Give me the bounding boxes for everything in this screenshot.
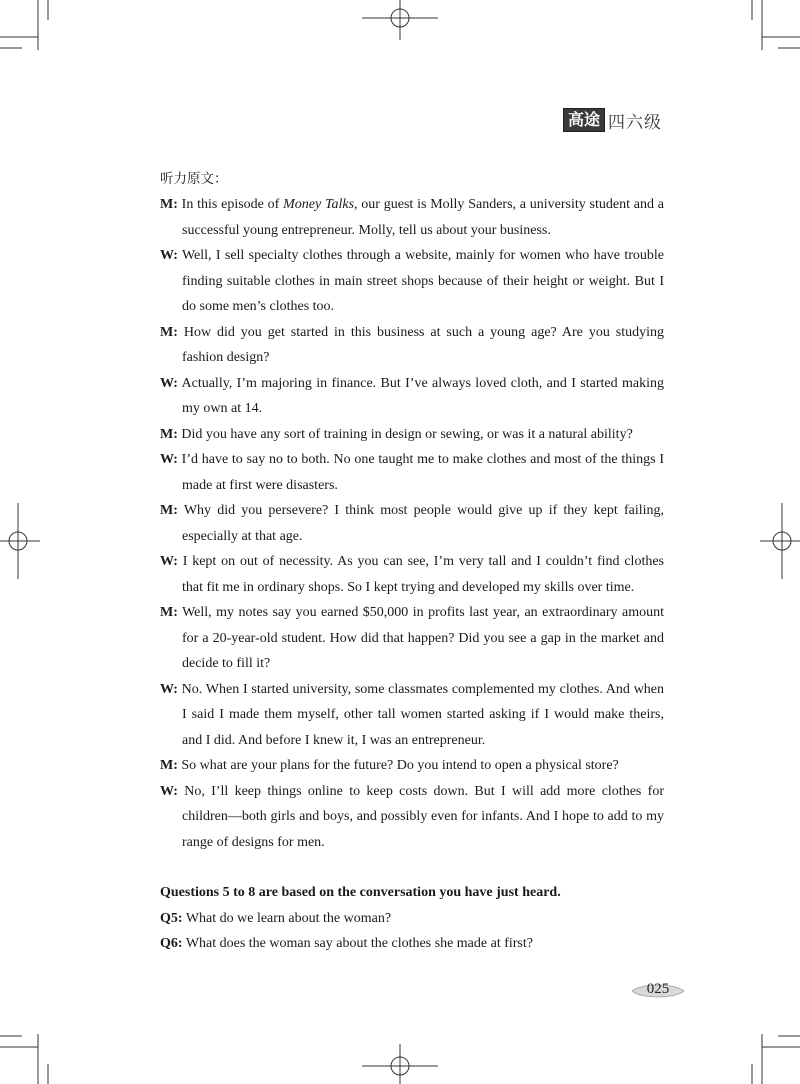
turn-text: How did you get started in this business at such a young age? Are you studying fashion design?	[182, 324, 664, 365]
dialogue-turn	[160, 422, 664, 448]
speaker-label: W:	[160, 554, 178, 569]
dialogue-turn	[160, 600, 664, 677]
turn-text: So what are your plans for the future? Do you intend to open a physical store?	[181, 758, 619, 773]
turn-text: Actually, I’m majoring in finance. But I’ve always loved cloth, and I started making my own at 14.	[181, 375, 664, 416]
turn-text: I kept on out of necessity. As you can see, I’m very tall and I couldn’t find clothes that fit me in ordinary shops. So I kept trying and developed my skills over time.	[182, 554, 664, 595]
program-title: Money Talks	[283, 197, 355, 212]
page-number-text: 025	[646, 981, 670, 997]
page-number	[632, 979, 684, 1003]
dialogue-turn	[160, 371, 664, 422]
turn-text: In this episode of	[181, 197, 284, 212]
dialogue-turn	[160, 192, 664, 243]
brand-logo	[563, 108, 662, 132]
question-item	[160, 931, 664, 957]
turn-text: , our guest is Molly Sanders, a university student and a successful young entrepreneur. Molly, tell us about your business.	[182, 197, 664, 238]
brand-logo-box: 高途	[563, 108, 605, 132]
turn-text: I’d have to say no to both. No one taught me to make clothes and most of the things I made at first were disasters.	[181, 452, 665, 493]
turn-text: Did you have any sort of training in design or sewing, or was it a natural ability?	[181, 426, 633, 442]
turn-text: Why did you persevere? I think most people would give up if they kept failing, especially at that age.	[182, 503, 664, 544]
dialogue-turn	[160, 677, 664, 754]
dialogue-turn	[160, 243, 664, 320]
spacer	[160, 855, 664, 880]
dialogue-turn	[160, 320, 664, 371]
section-label: 听力原文：	[160, 171, 228, 187]
question-label: Q6:	[160, 936, 183, 951]
speaker-label: W:	[160, 452, 178, 467]
questions-heading: Questions 5 to 8 are based on the conversation you have just heard.	[160, 885, 561, 900]
speaker-label: M:	[160, 503, 178, 518]
dialogue-turn	[160, 447, 664, 498]
turn-text: Well, my notes say you earned $50,000 in profits last year, an extraordinary amount for a 20-year-old student. How did that happen? Did you see a gap in the market and decide to fill it?	[182, 605, 664, 671]
turn-text: No. When I started university, some classmates complemented my clothes. And when I said I made them myself, other tall women started asking if I would make theirs, and I did. And before I knew it, I was an entrepreneur.	[181, 681, 665, 748]
speaker-label: W:	[160, 248, 178, 263]
question-label: Q5:	[160, 910, 183, 926]
speaker-label: W:	[160, 783, 178, 799]
speaker-label: W:	[160, 681, 178, 697]
question-item	[160, 906, 664, 932]
speaker-label: M:	[160, 605, 178, 620]
page-content	[160, 166, 664, 957]
turn-text: Well, I sell specialty clothes through a website, mainly for women who have trouble finding suitable clothes in main street shops because of their height or weight. But I do some men’s clothes too.	[181, 248, 664, 314]
dialogue-turn	[160, 753, 664, 779]
speaker-label: M:	[160, 426, 178, 442]
question-text: What do we learn about the woman?	[185, 910, 392, 926]
speaker-label: M:	[160, 197, 178, 212]
brand-logo-text: 四六级	[608, 112, 662, 133]
speaker-label: M:	[160, 324, 178, 340]
dialogue-turn	[160, 549, 664, 600]
dialogue-turn	[160, 498, 664, 549]
speaker-label: W:	[160, 375, 178, 391]
dialogue-turn	[160, 779, 664, 856]
turn-text: No, I’ll keep things online to keep costs down. But I will add more clothes for children—both girls and boys, and possibly even for infants. And I hope to add to my range of designs for men.	[182, 783, 664, 850]
question-text: What does the woman say about the clothes she made at first?	[185, 936, 533, 951]
speaker-label: M:	[160, 758, 178, 773]
